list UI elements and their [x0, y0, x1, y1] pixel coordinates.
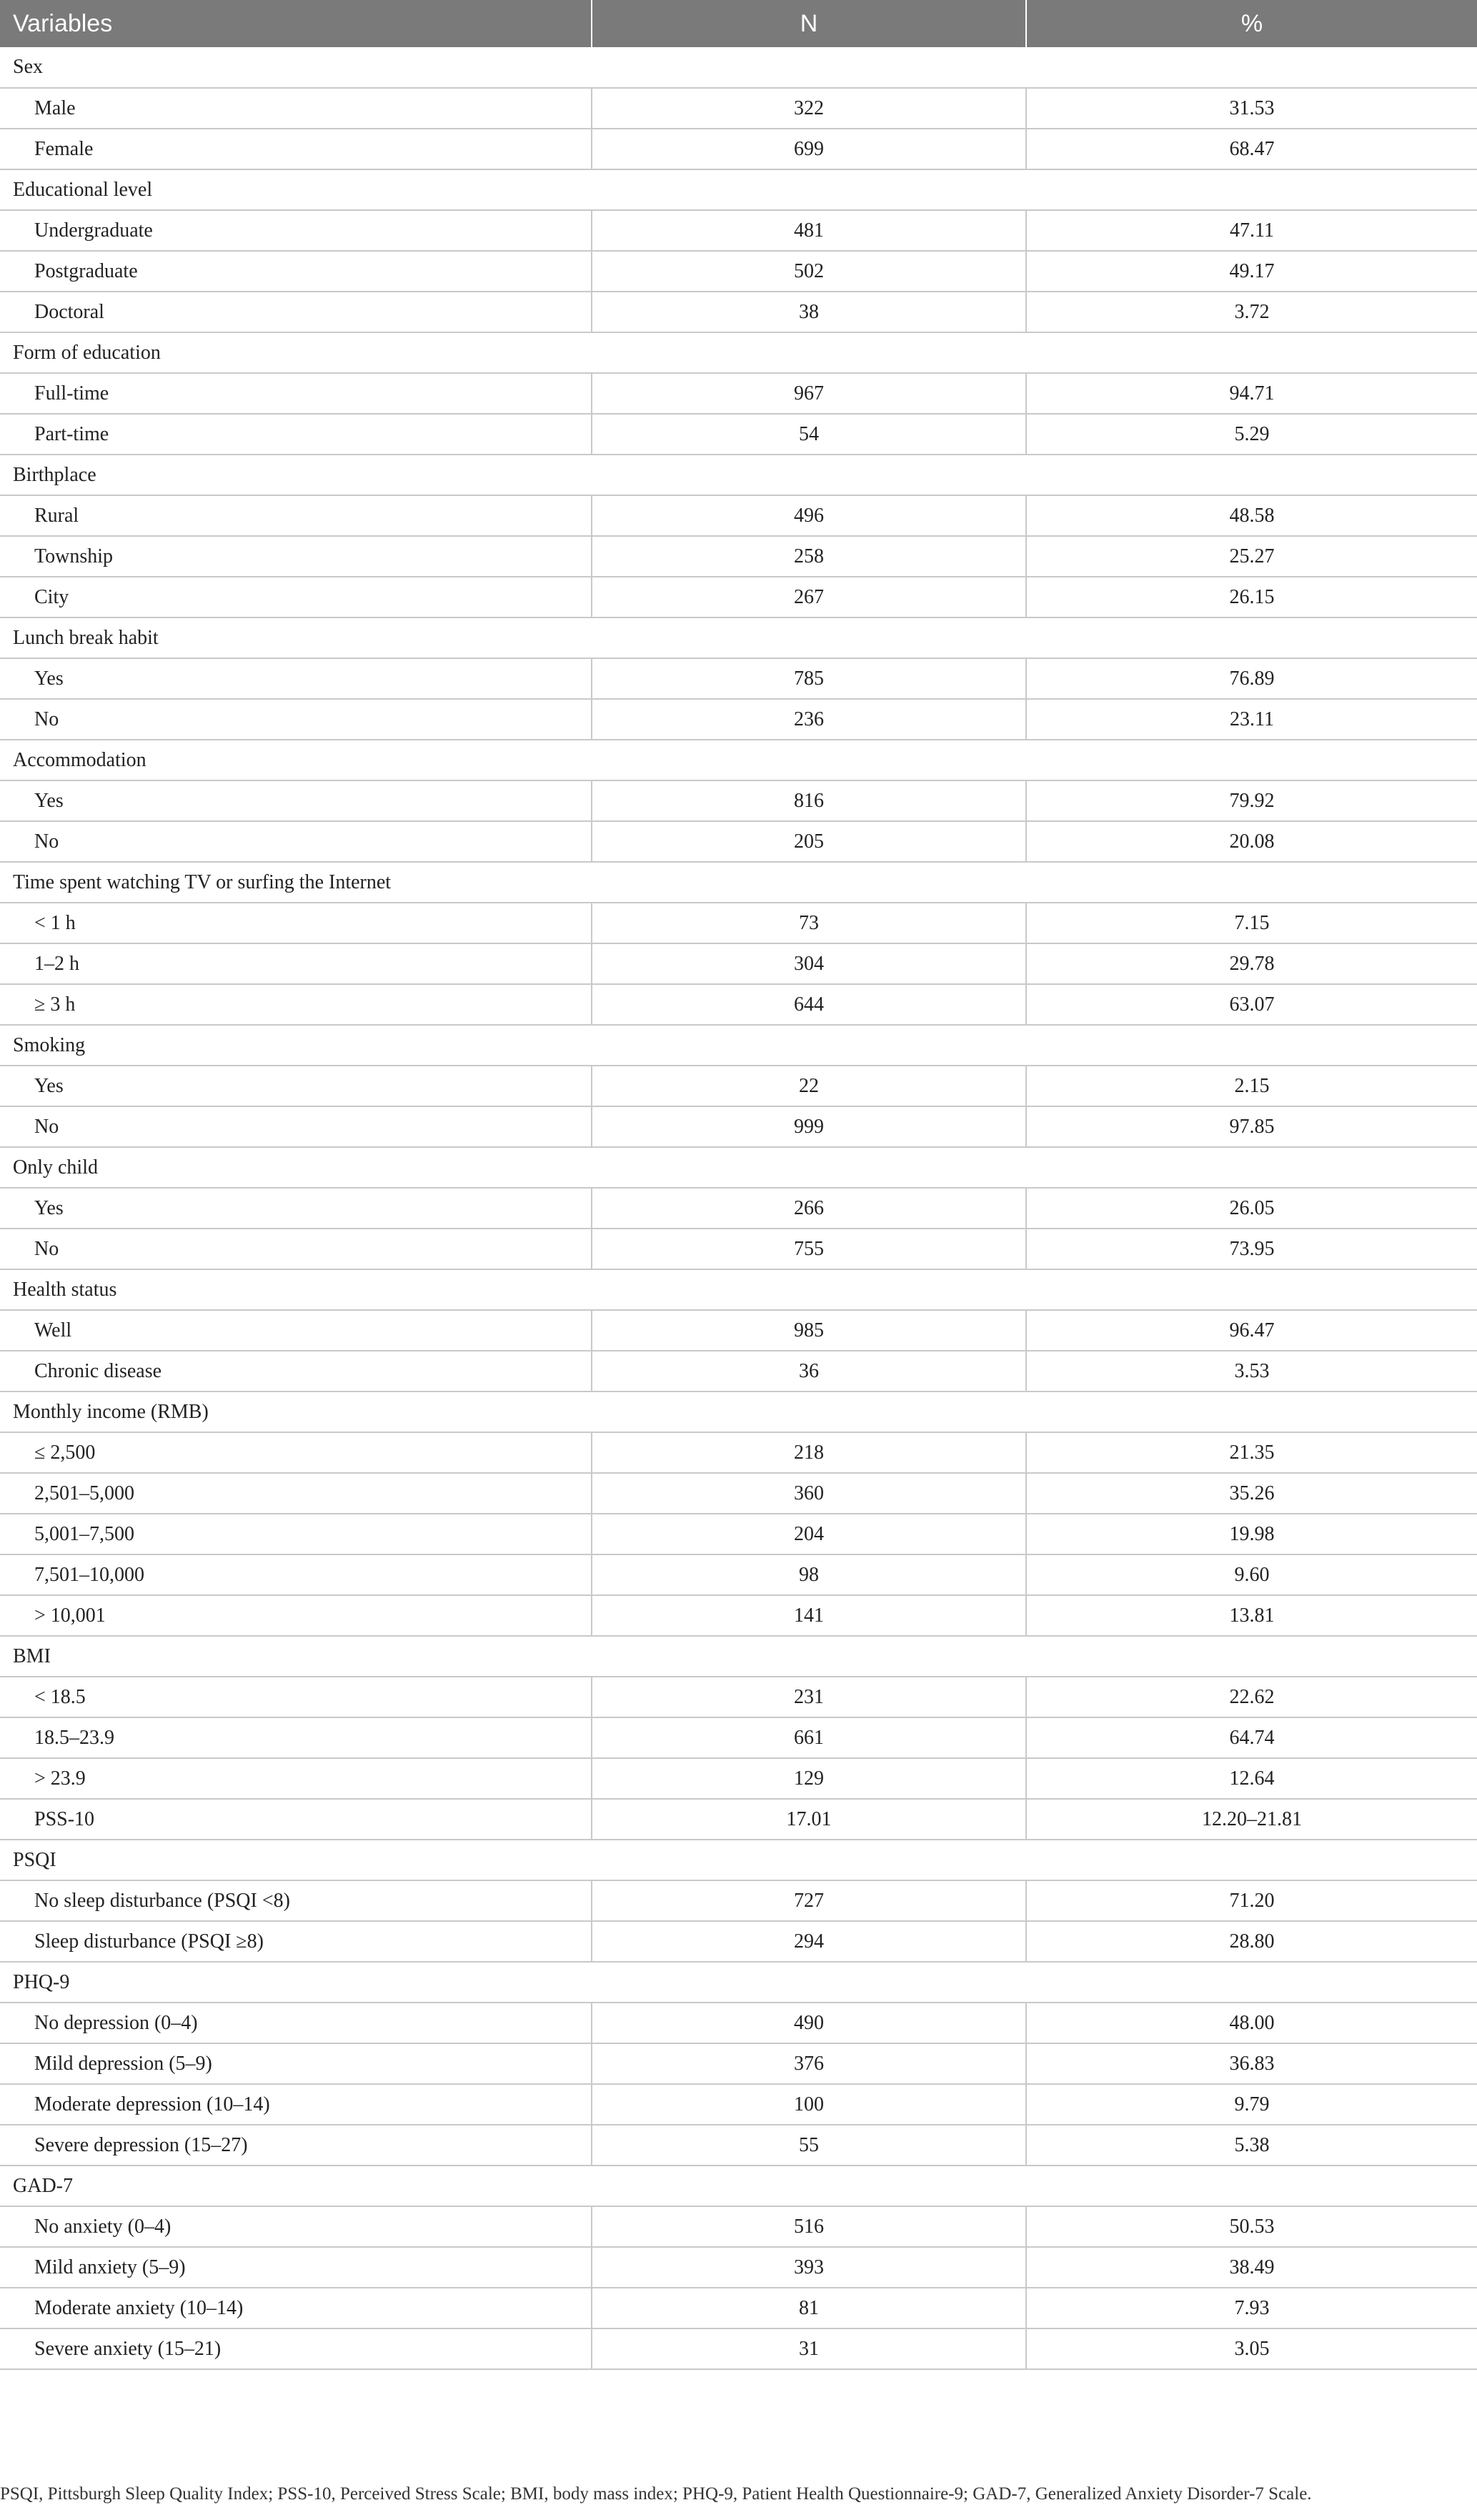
table-footnote: PSQI, Pittsburgh Sleep Quality Index; PSS-10, Perceived Stress Scale; BMI, body mass index; PHQ-9, Patient Health Questionnaire-9; GAD-7, Generalized Anxiety Disorder-7 Scale.	[0, 2484, 1312, 2504]
table-row	[0, 536, 1477, 577]
table-row	[0, 373, 1477, 414]
row-label: Yes	[0, 780, 592, 821]
row-percent: 7.93	[1026, 2288, 1477, 2328]
table-row	[0, 2247, 1477, 2288]
row-label: 18.5–23.9	[0, 1717, 592, 1758]
row-label: Doctoral	[0, 292, 592, 332]
row-percent: 35.26	[1026, 1473, 1477, 1514]
group-label: Birthplace	[0, 455, 1477, 495]
row-label: No sleep disturbance (PSQI <8)	[0, 1880, 592, 1921]
row-label: Yes	[0, 658, 592, 699]
row-label: Severe anxiety (15–21)	[0, 2328, 592, 2369]
table-row	[0, 658, 1477, 699]
row-percent: 47.11	[1026, 210, 1477, 251]
table-row	[0, 1473, 1477, 1514]
table-row	[0, 903, 1477, 943]
row-count: 516	[592, 2206, 1026, 2247]
row-percent: 97.85	[1026, 1106, 1477, 1147]
row-count: 98	[592, 1554, 1026, 1595]
row-percent: 23.11	[1026, 699, 1477, 740]
row-label: 2,501–5,000	[0, 1473, 592, 1514]
row-count: 141	[592, 1595, 1026, 1636]
row-percent: 96.47	[1026, 1310, 1477, 1351]
row-count: 100	[592, 2084, 1026, 2125]
group-row	[0, 617, 1477, 658]
group-label: Sex	[0, 47, 1477, 88]
row-label: Mild depression (5–9)	[0, 2043, 592, 2084]
row-label: Female	[0, 129, 592, 169]
table-row	[0, 821, 1477, 862]
row-label: Undergraduate	[0, 210, 592, 251]
table-row	[0, 1106, 1477, 1147]
row-percent: 12.20–21.81	[1026, 1799, 1477, 1840]
header-n: N	[592, 0, 1026, 47]
group-label: PHQ-9	[0, 1962, 1477, 2003]
table-row	[0, 1229, 1477, 1269]
group-label: Accommodation	[0, 740, 1477, 780]
group-row	[0, 1962, 1477, 2003]
row-percent: 25.27	[1026, 536, 1477, 577]
row-label: Moderate anxiety (10–14)	[0, 2288, 592, 2328]
row-percent: 94.71	[1026, 373, 1477, 414]
row-percent: 7.15	[1026, 903, 1477, 943]
group-row	[0, 1025, 1477, 1066]
row-percent: 21.35	[1026, 1432, 1477, 1473]
table-row	[0, 1880, 1477, 1921]
row-label: Mild anxiety (5–9)	[0, 2247, 592, 2288]
row-count: 54	[592, 414, 1026, 455]
table-body	[0, 47, 1477, 2369]
row-percent: 9.79	[1026, 2084, 1477, 2125]
row-count: 999	[592, 1106, 1026, 1147]
row-percent: 2.15	[1026, 1066, 1477, 1106]
row-label: 1–2 h	[0, 943, 592, 984]
row-percent: 26.15	[1026, 577, 1477, 617]
table-row	[0, 1432, 1477, 1473]
row-label: ≥ 3 h	[0, 984, 592, 1025]
group-label: Smoking	[0, 1025, 1477, 1066]
row-percent: 3.53	[1026, 1351, 1477, 1392]
row-percent: 79.92	[1026, 780, 1477, 821]
table-row	[0, 2288, 1477, 2328]
group-label: BMI	[0, 1636, 1477, 1677]
group-label: PSQI	[0, 1840, 1477, 1880]
row-count: 496	[592, 495, 1026, 536]
row-label: Yes	[0, 1066, 592, 1106]
group-label: Form of education	[0, 332, 1477, 373]
row-count: 36	[592, 1351, 1026, 1392]
group-label: Health status	[0, 1269, 1477, 1310]
row-percent: 26.05	[1026, 1188, 1477, 1229]
group-label: Lunch break habit	[0, 617, 1477, 658]
group-row	[0, 47, 1477, 88]
row-count: 481	[592, 210, 1026, 251]
row-label: PSS-10	[0, 1799, 592, 1840]
row-label: No	[0, 821, 592, 862]
row-percent: 64.74	[1026, 1717, 1477, 1758]
group-row	[0, 862, 1477, 903]
row-percent: 50.53	[1026, 2206, 1477, 2247]
row-label: Chronic disease	[0, 1351, 592, 1392]
row-count: 129	[592, 1758, 1026, 1799]
row-count: 55	[592, 2125, 1026, 2166]
row-percent: 29.78	[1026, 943, 1477, 984]
row-count: 258	[592, 536, 1026, 577]
table-row	[0, 88, 1477, 129]
row-label: Well	[0, 1310, 592, 1351]
table-row	[0, 2003, 1477, 2043]
table-row	[0, 2043, 1477, 2084]
row-count: 22	[592, 1066, 1026, 1106]
group-label: Monthly income (RMB)	[0, 1392, 1477, 1432]
group-row	[0, 455, 1477, 495]
row-label: No depression (0–4)	[0, 2003, 592, 2043]
row-percent: 31.53	[1026, 88, 1477, 129]
row-count: 661	[592, 1717, 1026, 1758]
row-percent: 63.07	[1026, 984, 1477, 1025]
row-count: 393	[592, 2247, 1026, 2288]
table-row	[0, 495, 1477, 536]
row-percent: 28.80	[1026, 1921, 1477, 1962]
row-label: < 1 h	[0, 903, 592, 943]
row-percent: 71.20	[1026, 1880, 1477, 1921]
row-percent: 19.98	[1026, 1514, 1477, 1554]
row-count: 727	[592, 1880, 1026, 1921]
row-percent: 20.08	[1026, 821, 1477, 862]
table-header	[0, 0, 1477, 47]
group-label: GAD-7	[0, 2166, 1477, 2206]
table-row	[0, 1188, 1477, 1229]
row-count: 644	[592, 984, 1026, 1025]
group-label: Time spent watching TV or surfing the Internet	[0, 862, 1477, 903]
header-row	[0, 0, 1477, 47]
row-count: 322	[592, 88, 1026, 129]
table-row	[0, 1066, 1477, 1106]
table-row	[0, 2084, 1477, 2125]
table-row	[0, 2125, 1477, 2166]
table-row	[0, 1595, 1477, 1636]
row-label: No	[0, 699, 592, 740]
table-row	[0, 577, 1477, 617]
row-count: 304	[592, 943, 1026, 984]
row-count: 294	[592, 1921, 1026, 1962]
row-label: Sleep disturbance (PSQI ≥8)	[0, 1921, 592, 1962]
row-label: Moderate depression (10–14)	[0, 2084, 592, 2125]
group-row	[0, 2166, 1477, 2206]
table-row	[0, 414, 1477, 455]
row-label: Full-time	[0, 373, 592, 414]
table-row	[0, 1554, 1477, 1595]
row-count: 502	[592, 251, 1026, 292]
row-count: 38	[592, 292, 1026, 332]
row-count: 967	[592, 373, 1026, 414]
row-percent: 48.58	[1026, 495, 1477, 536]
row-label: Rural	[0, 495, 592, 536]
row-count: 699	[592, 129, 1026, 169]
row-label: Severe depression (15–27)	[0, 2125, 592, 2166]
row-count: 218	[592, 1432, 1026, 1473]
row-count: 31	[592, 2328, 1026, 2369]
row-count: 231	[592, 1677, 1026, 1717]
group-label: Only child	[0, 1147, 1477, 1188]
row-label: No	[0, 1106, 592, 1147]
group-row	[0, 1840, 1477, 1880]
row-percent: 76.89	[1026, 658, 1477, 699]
group-row	[0, 1636, 1477, 1677]
row-percent: 3.05	[1026, 2328, 1477, 2369]
table-row	[0, 1921, 1477, 1962]
row-label: < 18.5	[0, 1677, 592, 1717]
table-row	[0, 1717, 1477, 1758]
row-label: No anxiety (0–4)	[0, 2206, 592, 2247]
header-percent: %	[1026, 0, 1477, 47]
row-percent: 36.83	[1026, 2043, 1477, 2084]
row-percent: 9.60	[1026, 1554, 1477, 1595]
table-row	[0, 1351, 1477, 1392]
row-count: 985	[592, 1310, 1026, 1351]
table-row	[0, 780, 1477, 821]
row-percent: 3.72	[1026, 292, 1477, 332]
row-count: 17.01	[592, 1799, 1026, 1840]
table-row	[0, 210, 1477, 251]
group-row	[0, 740, 1477, 780]
table-row	[0, 1310, 1477, 1351]
row-count: 205	[592, 821, 1026, 862]
row-label: City	[0, 577, 592, 617]
table-row	[0, 1514, 1477, 1554]
row-count: 267	[592, 577, 1026, 617]
row-label: Township	[0, 536, 592, 577]
table-row	[0, 129, 1477, 169]
row-label: Part-time	[0, 414, 592, 455]
row-percent: 5.38	[1026, 2125, 1477, 2166]
row-label: 5,001–7,500	[0, 1514, 592, 1554]
row-percent: 73.95	[1026, 1229, 1477, 1269]
table-row	[0, 699, 1477, 740]
group-row	[0, 169, 1477, 210]
row-count: 816	[592, 780, 1026, 821]
row-label: Postgraduate	[0, 251, 592, 292]
row-count: 755	[592, 1229, 1026, 1269]
table-row	[0, 251, 1477, 292]
table-row	[0, 2206, 1477, 2247]
row-count: 81	[592, 2288, 1026, 2328]
row-count: 236	[592, 699, 1026, 740]
row-percent: 22.62	[1026, 1677, 1477, 1717]
row-percent: 38.49	[1026, 2247, 1477, 2288]
row-count: 204	[592, 1514, 1026, 1554]
row-percent: 13.81	[1026, 1595, 1477, 1636]
table-row	[0, 1799, 1477, 1840]
table-row	[0, 1758, 1477, 1799]
row-label: > 10,001	[0, 1595, 592, 1636]
row-percent: 68.47	[1026, 129, 1477, 169]
group-row	[0, 1392, 1477, 1432]
header-variables: Variables	[0, 0, 592, 47]
row-label: Yes	[0, 1188, 592, 1229]
row-label: 7,501–10,000	[0, 1554, 592, 1595]
row-count: 360	[592, 1473, 1026, 1514]
table-row	[0, 943, 1477, 984]
row-count: 73	[592, 903, 1026, 943]
table-row	[0, 1677, 1477, 1717]
row-percent: 48.00	[1026, 2003, 1477, 2043]
row-percent: 49.17	[1026, 251, 1477, 292]
table-row	[0, 984, 1477, 1025]
row-count: 785	[592, 658, 1026, 699]
group-row	[0, 332, 1477, 373]
row-count: 490	[592, 2003, 1026, 2043]
row-percent: 5.29	[1026, 414, 1477, 455]
row-count: 266	[592, 1188, 1026, 1229]
row-percent: 12.64	[1026, 1758, 1477, 1799]
group-row	[0, 1269, 1477, 1310]
row-count: 376	[592, 2043, 1026, 2084]
table-row	[0, 292, 1477, 332]
table-row	[0, 2328, 1477, 2369]
group-label: Educational level	[0, 169, 1477, 210]
group-row	[0, 1147, 1477, 1188]
row-label: > 23.9	[0, 1758, 592, 1799]
row-label: Male	[0, 88, 592, 129]
row-label: No	[0, 1229, 592, 1269]
row-label: ≤ 2,500	[0, 1432, 592, 1473]
